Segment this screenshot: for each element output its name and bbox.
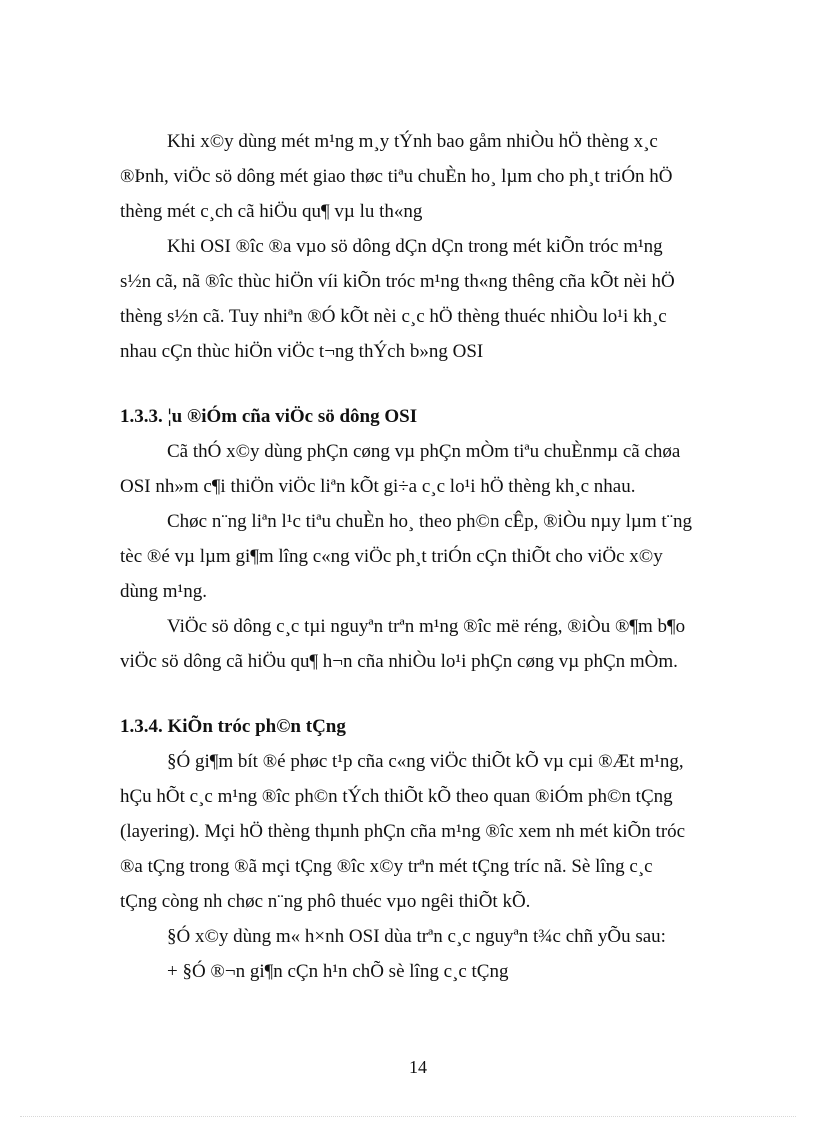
s133-p2-line-3: dùng m¹ng. — [120, 581, 207, 602]
s134-p1-line-4: ®a tÇng trong ®ã mçi tÇng ®îc x©y trªn mét tÇng tríc nã. Sè lîng c¸c — [120, 856, 653, 877]
s134-p3-line-1: + §Ó ®¬n gi¶n cÇn h¹n chÕ sè lîng c¸c tÇng — [167, 961, 509, 982]
s133-p3-line-1: ViÖc sö dông c¸c tµi nguyªn trªn m¹ng ®îc më réng, ®iÒu ®¶m b¶o — [167, 616, 686, 637]
s133-p2-line-1: Chøc n¨ng liªn l¹c tiªu chuÈn ho¸ theo ph©n cÊp, ®iÒu nµy lµm t¨ng — [167, 511, 692, 532]
page-bottom-divider — [20, 1116, 796, 1117]
s133-p2-line-2: tèc ®é vµ lµm gi¶m lîng c«ng viÖc ph¸t triÓn cÇn thiÕt cho viÖc x©y — [120, 546, 663, 567]
s134-p1-line-2: hÇu hÕt c¸c m¹ng ®îc ph©n tÝch thiÕt kÕ theo quan ®iÓm ph©n tÇng — [120, 786, 673, 807]
s133-p1-line-1: Cã thÓ x©y dùng phÇn cøng vµ phÇn mÒm tiªu chuÈnmµ cã chøa — [167, 441, 681, 462]
s134-p1-line-5: tÇng còng nh chøc n¨ng phô thuéc vµo ngêi thiÕt kÕ. — [120, 891, 531, 912]
p2-line-4: nhau cÇn thùc hiÖn viÖc t¬ng thÝch b»ng OSI — [120, 341, 484, 362]
p1-line-2: ®Þnh, viÖc sö dông mét giao thøc tiªu chuÈn ho¸ lµm cho ph¸t triÓn hÖ — [120, 166, 673, 187]
section-133-heading: 1.3.3. ¦u ®iÓm cña viÖc sö dông OSI — [120, 406, 418, 427]
p2-line-3: thèng s½n cã. Tuy nhiªn ®Ó kÕt nèi c¸c hÖ thèng thuéc nhiÒu lo¹i kh¸c — [120, 306, 667, 327]
s134-p2-line-1: §Ó x©y dùng m« h×nh OSI dùa trªn c¸c nguyªn t¾c chñ yÕu sau: — [167, 926, 666, 947]
s134-p1-line-3: (layering). Mçi hÖ thèng thµnh phÇn cña m¹ng ®îc xem nh mét kiÕn tróc — [120, 821, 686, 842]
p1-line-1: Khi x©y dùng mét m¹ng m¸y tÝnh bao gåm nhiÒu hÖ thèng x¸c — [167, 131, 658, 152]
s133-p1-line-2: OSI nh»m c¶i thiÖn viÖc liªn kÕt gi÷a c¸c lo¹i hÖ thèng kh¸c nhau. — [120, 476, 636, 497]
p1-line-3: thèng mét c¸ch cã hiÖu qu¶ vµ lu th«ng — [120, 201, 423, 222]
p2-line-1: Khi OSI ®îc ®a vµo sö dông dÇn dÇn trong mét kiÕn tróc m¹ng — [167, 236, 663, 257]
section-134-heading: 1.3.4. KiÕn tróc ph©n tÇng — [120, 716, 346, 737]
s134-p1-line-1: §Ó gi¶m bít ®é phøc t¹p cña c«ng viÖc thiÕt kÕ vµ cµi ®Æt m¹ng, — [167, 751, 684, 772]
p2-line-2: s½n cã, nã ®îc thùc hiÖn víi kiÕn tróc m¹ng th«ng thêng cña kÕt nèi hÖ — [120, 271, 675, 292]
s133-p3-line-2: viÖc sö dông cã hiÖu qu¶ h¬n cña nhiÒu lo¹i phÇn cøng vµ phÇn mÒm. — [120, 651, 678, 672]
page-number: 14 — [409, 1057, 427, 1077]
